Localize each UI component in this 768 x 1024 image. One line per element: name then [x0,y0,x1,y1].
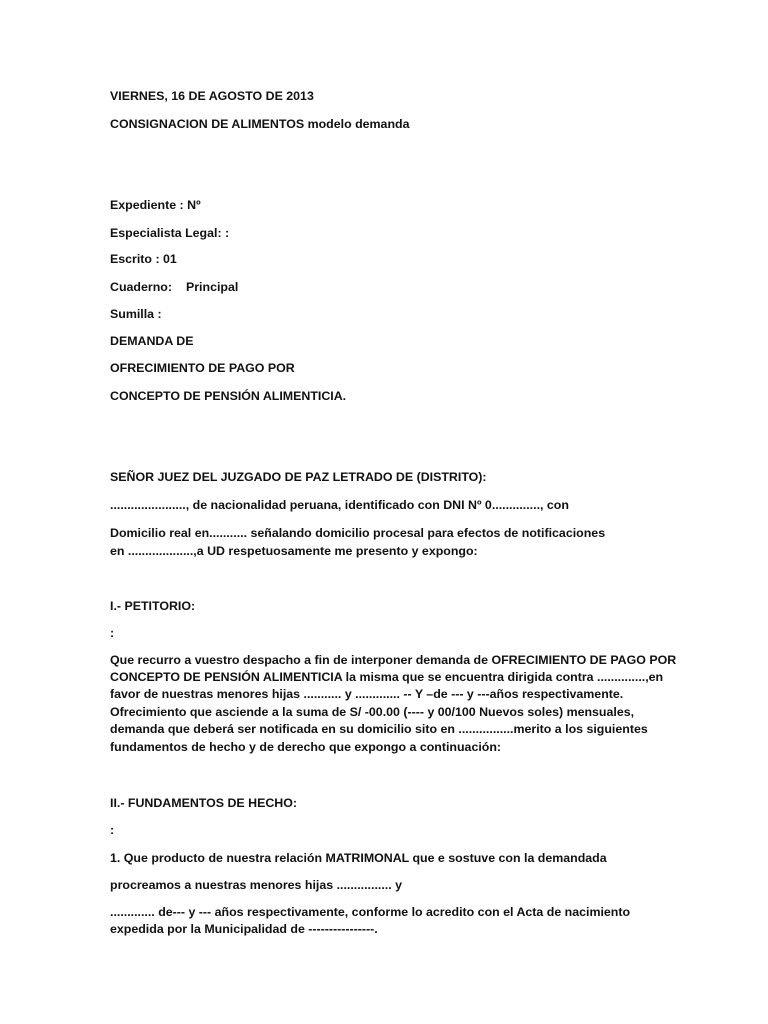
petitorio-colon: : [110,626,115,640]
document-title-rest: modelo demanda [304,117,410,131]
document-title-bold: CONSIGNACION DE ALIMENTOS [110,117,305,131]
escrito-line: Escrito : 01 [110,252,177,266]
cuaderno-label: Cuaderno: [110,280,172,294]
sumilla-line: Sumilla : [110,307,162,321]
petitorio-line: fundamentos de hecho y de derecho que expongo a continuación: [110,740,502,754]
intro-line-3: en ...................,a UD respetuosamente me presento y expongo: [110,544,478,558]
fundamentos-item-1-line-3: ............. de--- y --- años respectivamente, conforme lo acredito con el Acta de nacimiento [110,905,631,919]
expediente-line: Expediente : Nº [110,198,201,212]
cuaderno-value: Principal [185,280,239,294]
fundamentos-heading: II.- FUNDAMENTOS DE HECHO: [110,796,298,810]
subject-line-3: CONCEPTO DE PENSIÓN ALIMENTICIA. [110,389,347,403]
cuaderno-line [110,279,238,295]
subject-line-1: DEMANDA DE [110,334,194,348]
petitorio-line: demanda que deberá ser notificada en su domicilio sito en ................merito a los siguientes [110,722,648,736]
fundamentos-colon: : [110,823,115,837]
fundamentos-item-1-line-1: 1. Que producto de nuestra relación MATRIMONAL que e sostuve con la demandada [110,851,607,865]
intro-line-2: Domicilio real en........... señalando domicilio procesal para efectos de notificaciones [110,526,606,540]
document-title [110,116,409,132]
petitorio-heading: I.- PETITORIO: [110,599,196,613]
petitorio-line: favor de nuestras menores hijas ........... y ............. -- Y –de --- y ---años respectivamente. [110,687,624,701]
document-date: VIERNES, 16 DE AGOSTO DE 2013 [110,89,314,103]
especialista-line: Especialista Legal: : [110,226,230,240]
addressee: SEÑOR JUEZ DEL JUZGADO DE PAZ LETRADO DE (DISTRITO): [110,470,487,484]
petitorio-line: Que recurro a vuestro despacho a fin de interponer demanda de OFRECIMIENTO DE PAGO POR [110,653,677,667]
petitorio-line: Ofrecimiento que asciende a la suma de S/ -00.00 (---- y 00/100 Nuevos soles) mensuales, [110,705,635,719]
fundamentos-item-1-line-2: procreamos a nuestras menores hijas ................ y [110,878,402,892]
subject-line-2: OFRECIMIENTO DE PAGO POR [110,361,295,375]
petitorio-line: CONCEPTO DE PENSIÓN ALIMENTICIA la misma que se encuentra dirigida contra ..............,en [110,670,664,684]
intro-line-1: ......................, de nacionalidad peruana, identificado con DNI Nº 0.............., con [110,498,569,512]
fundamentos-item-1-line-4: expedida por la Municipalidad de ----------------. [110,922,378,936]
